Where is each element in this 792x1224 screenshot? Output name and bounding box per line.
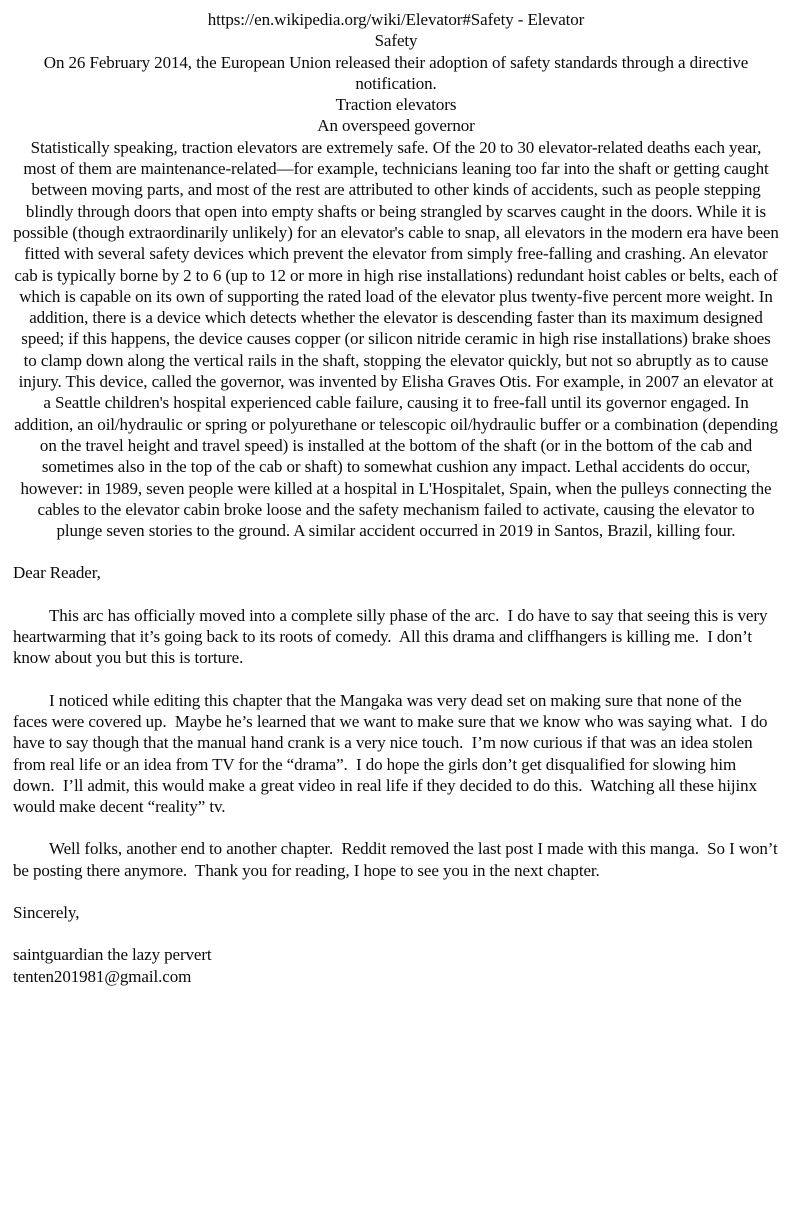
letter-closing: Sincerely, <box>13 902 80 922</box>
article-body-paragraph: Statistically speaking, traction elevators are extremely safe. Of the 20 to 30 elevator-related deaths each year, most of them are maintenance-related—for example, technicians leaning too far into the shaft or getting caught between moving parts, and most of the rest are attributed to other kinds of accidents, such as people stepping blindly through doors that open into empty shafts or being strangled by scarves caught in the doors. While it is possible (though extraordinarily unlikely) for an elevator's cable to snap, all elevators in the modern era have been fitted with several safety devices which prevent the elevator from simply free-falling and crashing. An elevator cab is typically borne by 2 to 6 (up to 12 or more in high rise installations) redundant hoist cables or belts, each of which is capable on its own of supporting the rated load of the elevator plus twenty-five percent more weight. In addition, there is a device which detects whether the elevator is descending faster than its maximum designed speed; if this happens, the device causes copper (or silicon nitride ceramic in high rise installations) brake shoes to clamp down along the vertical rails in the shaft, stopping the elevator quickly, but not so abruptly as to cause injury. This device, called the governor, was invented by Elisha Graves Otis. For example, in 2007 an elevator at a Seattle children's hospital experienced cable failure, causing it to free-fall until its governor engaged. In addition, an oil/hydraulic or spring or polyurethane or telescopic oil/hydraulic buffer or a combination (depending on the travel height and travel speed) is installed at the bottom of the shaft (or in the bottom of the cab and sometimes also in the top of the cab or shaft) to somewhat cushion any impact. Lethal accidents do occur, however: in 1989, seven people were killed at a hospital in L'Hospitalet, Spain, when the pulleys connecting the cables to the elevator cabin broke loose and the safety mechanism failed to activate, causing the elevator to plunge seven stories to the ground. A similar accident occurred in 2019 in Santos, Brazil, killing four. <box>13 137 779 541</box>
subheading-overspeed-governor: An overspeed governor <box>317 116 475 136</box>
letter-paragraph-1: This arc has officially moved into a complete silly phase of the arc. I do have to say that seeing this is very heartwarming that it’s going back to its roots of comedy. All this drama and cliffhangers is killing me. I don’t know about you but this is torture. <box>13 605 772 668</box>
source-url-line: https://en.wikipedia.org/wiki/Elevator#Safety - Elevator <box>207 10 585 29</box>
subheading-traction-elevators: Traction elevators <box>335 95 457 115</box>
letter-salutation: Dear Reader, <box>13 563 101 583</box>
intro-paragraph: On 26 February 2014, the European Union released their adoption of safety standards through a directive notification. <box>43 52 749 93</box>
section-title: Safety <box>374 31 418 51</box>
editor-letter-block <box>13 562 782 986</box>
letter-paragraph-2: I noticed while editing this chapter that the Mangaka was very dead set on making sure that none of the faces were covered up. Maybe he’s learned that we want to make sure that we know who was saying what. I do have to say though that the manual hand crank is a very nice touch. I’m now curious if that was an idea stolen from real life or an idea from TV for the “drama”. I do hope the girls don’t get disqualified for slowing him down. I’ll admit, this would make a great video in real life if they decided to do this. Watching all these hijinx would make decent “reality” tv. <box>13 690 772 817</box>
wiki-excerpt-block <box>13 9 779 541</box>
letter-paragraph-3: Well folks, another end to another chapter. Reddit removed the last post I made with this manga. So I won’t be posting there anymore. Thank you for reading, I hope to see you in the next chapter. <box>13 839 782 880</box>
signature-name: saintguardian the lazy pervert <box>13 945 212 965</box>
signature-email: tenten201981@gmail.com <box>13 966 192 986</box>
